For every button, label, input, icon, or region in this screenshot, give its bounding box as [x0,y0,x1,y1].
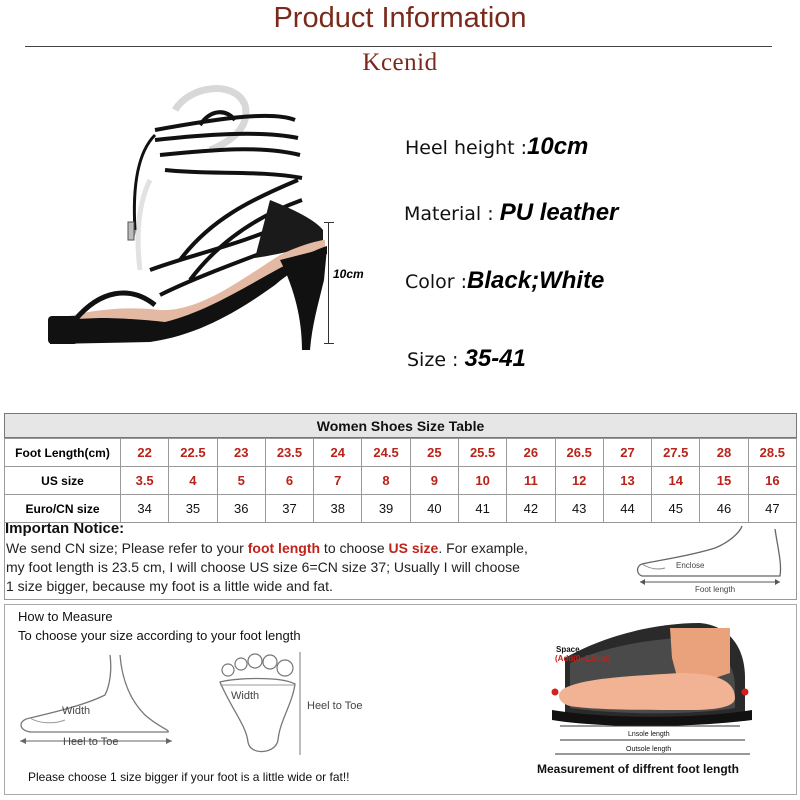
size-table-cell: 47 [748,495,796,523]
spec-heel-height [405,133,588,161]
size-table-cell: 3.5 [121,467,169,495]
size-table-cell: 41 [458,495,506,523]
measure-note: Please choose 1 size bigger if your foot is a little wide or fat!! [28,770,350,784]
size-table-cell: 45 [652,495,700,523]
size-table-row-label: Euro/CN size [5,495,121,523]
title-divider [25,46,772,47]
size-table-cell: 23.5 [265,439,313,467]
page-title: Product Information [273,2,527,34]
heel-height-marker: 10cm [333,267,364,281]
size-table-cell: 5 [217,467,265,495]
size-table-cell: 23 [217,439,265,467]
size-table-cell: 7 [314,467,362,495]
size-table-row [5,467,797,495]
size-table-cell: 26 [507,439,555,467]
measure-subtitle: To choose your size according to your foot length [18,628,301,643]
size-table-cell: 25 [410,439,458,467]
heel-line-top-cap [324,222,334,223]
notice-highlight-foot-length: foot length [247,540,321,556]
spec-heel-height-value: 10cm [527,133,589,160]
notice-line-2: my foot length is 23.5 cm, I will choose US size 6=CN size 37; Usually I will choose [6,559,520,575]
size-table-cell: 25.5 [458,439,506,467]
measure-title: How to Measure [18,609,113,624]
spec-color [405,267,604,295]
notice-line-1-b: to choose [320,540,389,556]
size-table-row-label: US size [5,467,121,495]
size-table-cell: 13 [603,467,651,495]
brand-name: Kcenid [362,49,438,76]
outsole-length-label: Outsole length [626,746,672,753]
size-table-cell: 46 [700,495,748,523]
size-table-cell: 36 [217,495,265,523]
size-table-cell: 8 [362,467,410,495]
notice-line-1-a: We send CN size; Please refer to your [6,540,248,556]
size-table-cell: 16 [748,467,796,495]
heel-height-line [328,222,329,344]
sandal-image [40,80,340,350]
spec-color-value: Black;White [467,267,605,294]
spec-size-label: Size : [407,349,459,371]
notice-highlight-us-size: US size [388,540,439,556]
size-table-cell: 27 [603,439,651,467]
spec-size-value: 35-41 [464,345,526,372]
size-table-cell: 24 [314,439,362,467]
heel-line-bottom-cap [324,343,334,344]
size-table-row [5,495,797,523]
enclose-label: Enclose [676,561,705,570]
size-table-cell: 35 [169,495,217,523]
size-table-cell: 40 [410,495,458,523]
insole-length-label: Lnsole length [628,731,670,738]
size-table-cell: 43 [555,495,603,523]
size-table-cell: 22 [121,439,169,467]
size-table-cell: 26.5 [555,439,603,467]
spec-color-label: Color : [405,271,468,293]
size-table-title: Women Shoes Size Table [4,413,797,438]
spec-material [404,199,618,227]
space-label: Space [556,645,580,654]
size-table-cell: 11 [507,467,555,495]
foot-top-sketch [210,650,305,760]
size-table-cell: 28.5 [748,439,796,467]
spec-material-label: Material : [404,203,494,225]
space-range-label: (Add(0~1.5cm) [555,654,611,663]
size-table [4,438,797,523]
size-table-cell: 22.5 [169,439,217,467]
size-table-cell: 44 [603,495,651,523]
size-table-cell: 42 [507,495,555,523]
size-table-cell: 24.5 [362,439,410,467]
size-table-cell: 4 [169,467,217,495]
size-table-cell: 9 [410,467,458,495]
size-table-cell: 14 [652,467,700,495]
size-table-cell: 38 [314,495,362,523]
notice-title: Importan Notice: [5,520,125,537]
foot-length-label: Foot length [630,717,666,724]
size-table-cell: 10 [458,467,506,495]
spec-heel-height-label: Heel height : [405,137,527,159]
size-table-cell: 28 [700,439,748,467]
size-table-cell: 39 [362,495,410,523]
notice-line-1 [6,540,528,556]
heel-to-toe-label-top: Heel to Toe [307,700,363,712]
spec-size [407,345,526,373]
size-table-cell: 27.5 [652,439,700,467]
notice-line-1-c: . For example, [438,540,528,556]
foot-length-fig-label: Foot length [695,585,736,594]
notice-line-3: 1 size bigger, because my foot is a little wide and fat. [6,578,333,594]
size-table-cell: 37 [265,495,313,523]
width-label-top: Width [231,690,260,702]
size-table-row-label: Foot Length(cm) [5,439,121,467]
width-label: Width [62,705,91,717]
size-table-cell: 6 [265,467,313,495]
size-table-cell: 12 [555,467,603,495]
size-table-row [5,439,797,467]
measure-caption: Measurement of diffrent foot length [537,762,739,776]
size-table-cell: 34 [121,495,169,523]
spec-material-value: PU leather [499,199,619,226]
heel-to-toe-label: Heel to Toe [63,736,119,748]
size-table-cell: 15 [700,467,748,495]
